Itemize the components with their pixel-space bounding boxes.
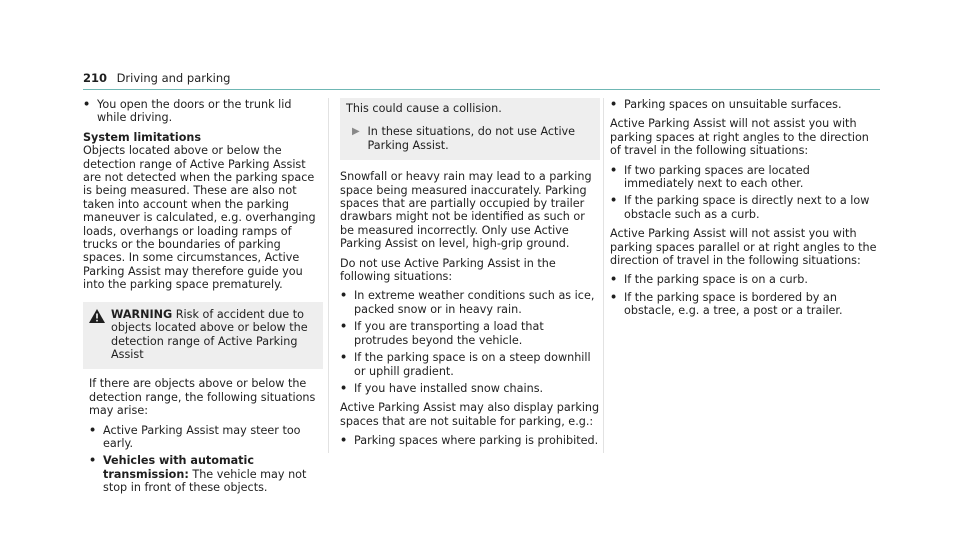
warning-triangle-icon [89, 308, 111, 362]
column-divider [603, 98, 604, 453]
list-item: • Active Parking Assist may steer too early. [89, 423, 301, 450]
paragraph: Active Parking Assist will not assist you with parking spaces parallel or at right angles to the direction of travel in the following situations: [610, 227, 877, 268]
warning-header [89, 308, 317, 362]
list-item: • Vehicles with automatic transmission: The vehicle may not stop in front of these objects. [89, 454, 307, 495]
bullet-list [610, 98, 880, 111]
bullet-list [610, 273, 880, 317]
paragraph: Objects located above or below the detection range of Active Parking Assist are not detected when the parking space is being measured. These are also not taken into account when the parking maneuver is calculated, e.g. overhanging loads, overhangs or loading ramps of trucks or the boundaries of parking spaces. In some circumstances, Active Parking Assist may therefore guide you into the parking space prematurely. [83, 144, 316, 292]
paragraph: If there are objects above or below the detection range, the following situations may arise: [89, 377, 316, 418]
warning-box-continued [340, 98, 600, 160]
bullet-list [340, 289, 600, 395]
paragraph: This could cause a collision. [346, 102, 502, 115]
warning-box [83, 302, 323, 507]
paragraph: Active Parking Assist will not assist you with parking spaces at right angles to the direction of travel in the following situations: [610, 117, 869, 158]
page-header [83, 72, 880, 88]
list-item: • If the parking space is bordered by an obstacle, e.g. a tree, a post or a trailer. [610, 290, 843, 318]
paragraph: Active Parking Assist may also display parking spaces that are not suitable for parking, e.g.: [340, 401, 600, 428]
section-heading: System limitations [83, 130, 202, 144]
column-1 [83, 98, 323, 507]
list-item: • If you are transporting a load that protrudes beyond the vehicle. [340, 320, 544, 347]
list-item: • If the parking space is on a curb. [610, 273, 808, 287]
column-3 [610, 98, 880, 324]
bullet-list [89, 424, 317, 495]
list-item: • If the parking space is directly next to a low obstacle such as a curb. [610, 194, 870, 221]
list-item: • Parking spaces where parking is prohibited. [340, 434, 599, 448]
list-item: • If the parking space is on a steep downhill or uphill gradient. [340, 351, 591, 378]
list-item: • If you have installed snow chains. [340, 381, 544, 395]
bullet-list [340, 434, 600, 447]
paragraph: Snowfall or heavy rain may lead to a parking space being measured inaccurately. Parking spaces that are partially occupied by trailer drawbars might not be identified as such or be measured incorrectly. Only use Active Parking Assist on level, high-grip ground. [340, 170, 592, 251]
page-number: 210 [83, 71, 108, 85]
column-2 [340, 98, 600, 454]
list-item: • You open the doors or the trunk lid while driving. [83, 98, 292, 125]
arrow-right-icon: ▶ [352, 126, 360, 138]
warning-title: WARNING Risk of accident due to objects located above or below the detection range of Active Parking Assist [111, 307, 308, 361]
header-rule [83, 89, 880, 90]
page-title: Driving and parking [116, 71, 231, 85]
list-item: • If two parking spaces are located immediately next to each other. [610, 163, 810, 191]
warning-body [83, 369, 323, 506]
bullet-list [83, 98, 323, 125]
paragraph: Do not use Active Parking Assist in the following situations: [340, 256, 556, 284]
column-divider [328, 98, 329, 453]
action-step: ▶ In these situations, do not use Active Parking Assist. [352, 125, 576, 152]
list-item: • Parking spaces on unsuitable surfaces. [610, 98, 842, 111]
bullet-list [610, 164, 880, 222]
list-item: • In extreme weather conditions such as ice, packed snow or in heavy rain. [340, 289, 595, 316]
